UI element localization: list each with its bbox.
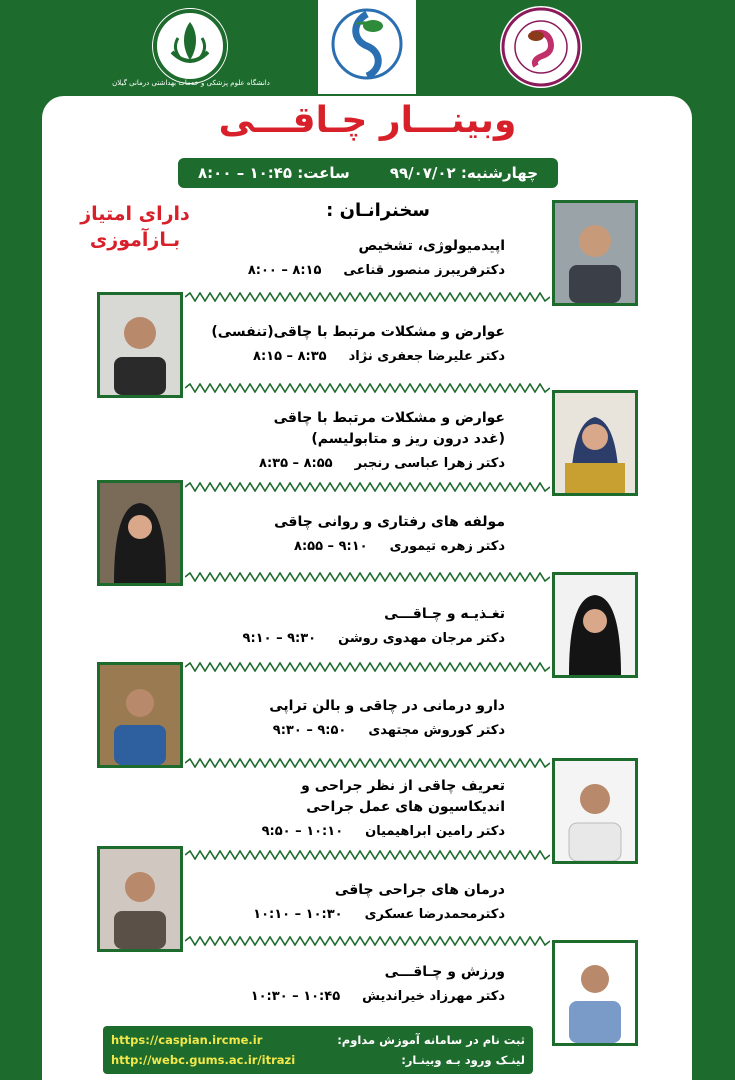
talk-topic: تغـذیـه و چـاقـــی	[384, 606, 505, 622]
gldrc-logo-icon	[500, 6, 582, 88]
date-time-bar	[178, 158, 558, 188]
cme-credit-badge	[70, 202, 200, 253]
register-link[interactable]: https://caspian.ircme.ir	[111, 1033, 263, 1047]
talk-topic: اپیدمیولوژی، تشخیص	[358, 238, 505, 254]
talk-topic: تعریف چاقی از نظر جراحی و	[301, 778, 505, 794]
speaker-name: دکتر زهره تیموری	[389, 539, 505, 554]
zigzag-divider	[185, 572, 550, 582]
speaker-name: دکتر کوروش مجتهدی	[368, 723, 505, 738]
talk-item	[190, 604, 505, 646]
speaker-name: دکترفریبرز منصور قناعی	[343, 263, 505, 278]
webinar-link[interactable]: http://webc.gums.ac.ir/itrazi	[111, 1053, 296, 1067]
webinar-label: لینـک ورود بـه وبینـار:	[401, 1053, 525, 1067]
talk-time: ۸:۳۵ – ۸:۱۵	[253, 349, 327, 364]
talk-topic: مولفه های رفتاری و روانی چاقی	[274, 514, 505, 530]
talk-topic: عوارض و مشکلات مرتبط با چاقی(تنفسی)	[211, 324, 505, 340]
talk-time: ۱۰:۴۵ – ۱۰:۳۰	[250, 989, 341, 1004]
speaker-photo	[97, 292, 183, 398]
speaker-photo	[97, 846, 183, 952]
talk-time: ۹:۵۰ – ۹:۳۰	[272, 723, 347, 738]
talk-item	[200, 322, 505, 364]
zigzag-divider	[185, 292, 550, 302]
page-title: وبینـــار چـاقـــی	[218, 100, 517, 141]
talk-time: ۸:۱۵ – ۸:۰۰	[247, 263, 322, 278]
speaker-name: دکتر رامین ابراهیمیان	[365, 824, 505, 839]
talk-time: ۱۰:۱۰ – ۹:۵۰	[261, 824, 344, 839]
zigzag-divider	[185, 850, 550, 860]
talk-time: ۸:۵۵ – ۸:۳۵	[259, 456, 333, 471]
logo-strip	[0, 0, 735, 96]
speaker-name: دکترمحمدرضا عسکری	[364, 907, 505, 922]
talk-item	[200, 880, 505, 922]
speaker-name: دکتر مرجان مهدوی روشن	[338, 631, 505, 646]
speaker-photo	[552, 200, 638, 306]
talk-topic: عوارض و مشکلات مرتبط با چاقی	[273, 410, 505, 426]
gums-logo-icon	[152, 8, 228, 84]
talk-item	[200, 512, 505, 554]
talk-item	[190, 962, 505, 1004]
university-caption: دانشگاه علوم پزشکی و خدمات بهداشتی درمانی گیلان	[112, 79, 270, 87]
speaker-photo	[552, 758, 638, 864]
zigzag-divider	[185, 662, 550, 672]
talk-topic: درمان های جراحی چاقی	[334, 882, 505, 898]
talk-time: ۹:۳۰ – ۹:۱۰	[242, 631, 317, 646]
date-text: چهارشنبه: ۹۹/۰۷/۰۲	[389, 164, 538, 182]
talk-item	[190, 236, 505, 278]
credit-line-2: بـازآموزی	[89, 228, 181, 251]
speaker-photo	[552, 940, 638, 1046]
speakers-heading: سخنرانـان :	[326, 200, 430, 221]
register-label: ثبت نام در سامانه آموزش مداوم:	[337, 1033, 525, 1047]
zigzag-divider	[185, 383, 550, 393]
zigzag-divider	[185, 936, 550, 946]
registration-footer	[103, 1026, 533, 1074]
speaker-name: دکتر زهرا عباسی رنجبر	[354, 456, 505, 471]
speaker-name: دکتر علیرضا جعفری نژاد	[348, 349, 505, 364]
talk-topic: دارو درمانی در چاقی و بالن تراپی	[269, 698, 505, 714]
speaker-photo	[552, 572, 638, 678]
speaker-photo	[97, 480, 183, 586]
talk-item	[190, 776, 505, 839]
talk-topic-detail: (غدد درون ریز و متابولیسم)	[311, 431, 505, 447]
speaker-photo	[97, 662, 183, 768]
talk-item	[190, 408, 505, 471]
zigzag-divider	[185, 758, 550, 768]
speaker-name: دکتر مهرزاد خیراندیش	[362, 989, 505, 1004]
talk-time: ۱۰:۳۰ – ۱۰:۱۰	[253, 907, 343, 922]
zigzag-divider	[185, 482, 550, 492]
talk-topic-detail: اندیکاسیون های عمل جراحی	[306, 799, 505, 815]
time-range-text: ساعت: ۱۰:۴۵ – ۸:۰۰	[198, 164, 350, 182]
speaker-photo	[552, 390, 638, 496]
credit-line-1: دارای امتیاز	[80, 203, 190, 225]
caspian-center-logo-icon	[318, 0, 416, 94]
talk-item	[200, 696, 505, 738]
talk-time: ۹:۱۰ – ۸:۵۵	[294, 539, 368, 554]
talk-topic: ورزش و چـاقـــی	[384, 964, 505, 980]
